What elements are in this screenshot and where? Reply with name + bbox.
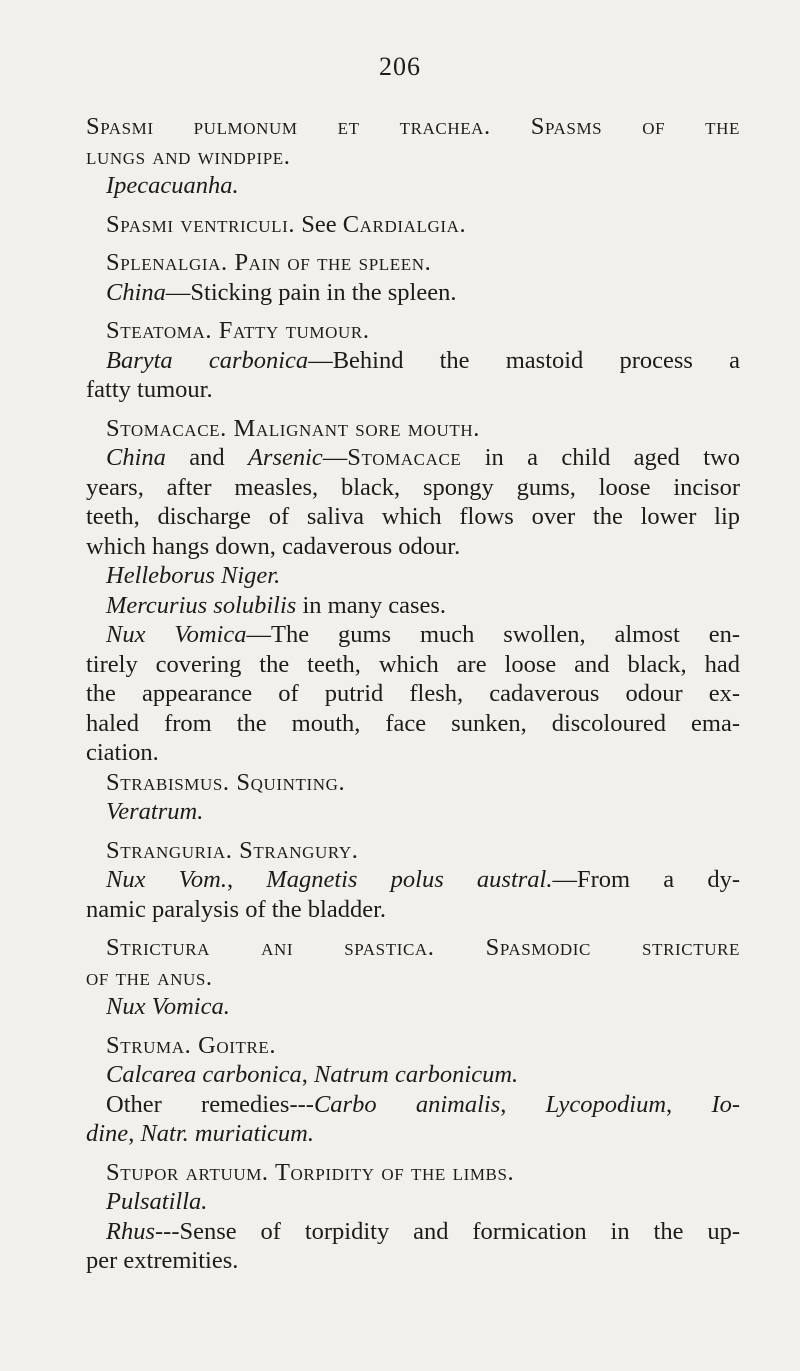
italic-text: Veratrum.	[106, 798, 204, 825]
text-line	[86, 473, 740, 503]
italic-text: Nux Vom.	[106, 866, 227, 893]
italic-text: China	[106, 444, 166, 471]
text-line	[86, 797, 740, 827]
page-number: 206	[379, 52, 421, 81]
heading-text: Spasmi pulmonum et trachea. Spasms of the	[86, 113, 740, 140]
italic-text: Natr. muriaticum.	[140, 1120, 314, 1147]
body-text: in a child aged two	[461, 444, 741, 471]
text-line	[86, 1187, 740, 1217]
page-body	[86, 112, 740, 1276]
text-line	[86, 591, 740, 621]
italic-text: Pulsatilla.	[106, 1188, 208, 1215]
body-text: fatty tumour.	[86, 376, 213, 403]
italic-text: Nux Vomica	[106, 621, 247, 648]
text-line	[86, 1119, 740, 1149]
heading-text: Struma. Goitre.	[106, 1031, 277, 1059]
italic-text: Helleborus Niger.	[106, 562, 281, 589]
heading-text: Stranguria. Strangury.	[106, 836, 359, 864]
text-line	[86, 992, 740, 1022]
text-line	[86, 142, 740, 172]
text-line	[86, 679, 740, 709]
italic-text: Nux Vomica.	[106, 993, 230, 1020]
text-line	[86, 171, 740, 201]
body-text: Other remedies---	[106, 1090, 314, 1118]
text-line	[86, 443, 740, 473]
body-text: ,	[500, 1090, 546, 1118]
italic-text: Arsenic	[247, 444, 323, 471]
text-line	[86, 1090, 740, 1120]
body-text: tirely covering the teeth, which are loose and black, had	[86, 650, 740, 678]
text-line	[86, 112, 740, 142]
heading-text: Steatoma. Fatty tumour.	[106, 317, 370, 344]
body-text: ,	[128, 1120, 141, 1147]
body-text: ,	[666, 1090, 712, 1118]
text-line	[86, 1246, 740, 1276]
body-text: teeth, discharge of saliva which flows over the lower lip	[86, 503, 740, 530]
text-line	[86, 963, 740, 993]
body-text: ,	[226, 866, 267, 893]
heading-text: of the anus.	[86, 963, 213, 991]
body-text: haled from the mouth, face sunken, discoloured ema-	[86, 709, 740, 737]
body-text: namic paralysis of the bladder.	[86, 895, 387, 923]
text-line	[86, 210, 740, 240]
body-text: and	[165, 444, 248, 471]
body-text: per extremities.	[86, 1247, 239, 1274]
italic-text: Natrum carbonicum.	[314, 1061, 519, 1088]
heading-text: Spasmi ventriculi.	[106, 210, 296, 238]
heading-text: Stomacace. Malignant sore mouth.	[106, 414, 480, 442]
text-line	[86, 836, 740, 866]
text-line	[86, 895, 740, 925]
body-text: ,	[301, 1061, 314, 1088]
italic-text: Baryta carbonica	[106, 346, 309, 374]
body-text: See	[295, 210, 343, 238]
text-line	[86, 532, 740, 562]
body-text: —From a dy-	[552, 866, 740, 893]
body-text: —Behind the mastoid process a	[308, 346, 740, 374]
body-text: —Sticking pain in the spleen.	[165, 278, 457, 306]
text-line	[86, 346, 740, 376]
text-line	[86, 316, 740, 346]
heading-text: Strabismus. Squinting.	[106, 768, 346, 796]
body-text: in many cases.	[296, 591, 447, 619]
text-line	[86, 933, 740, 963]
text-line	[86, 375, 740, 405]
italic-text: China	[106, 278, 166, 306]
heading-text: Cardialgia.	[342, 210, 467, 238]
heading-text: Strictura ani spastica. Spasmodic stricture	[106, 934, 740, 961]
text-line	[86, 561, 740, 591]
text-line	[86, 650, 740, 680]
italic-text: Ipecacuanha.	[106, 172, 239, 199]
text-line	[86, 1158, 740, 1188]
body-text: years, after measles, black, spongy gums, loose incisor	[86, 473, 740, 501]
italic-text: Io-	[711, 1090, 741, 1118]
text-line	[86, 709, 740, 739]
heading-text: Splenalgia. Pain of the spleen.	[106, 249, 432, 276]
heading-text: lungs and windpipe.	[86, 142, 291, 170]
text-line	[86, 414, 740, 444]
heading-text: Stomacace	[347, 444, 462, 471]
italic-text: dine	[86, 1120, 129, 1147]
italic-text: Carbo animalis	[313, 1090, 501, 1118]
italic-text: Lycopodium	[545, 1090, 667, 1118]
heading-text: Stupor artuum. Torpidity of the limbs.	[106, 1158, 515, 1186]
text-line	[86, 738, 740, 768]
text-line	[86, 248, 740, 278]
body-text: —The gums much swollen, almost en-	[246, 621, 740, 648]
text-line	[86, 1217, 740, 1247]
text-line	[86, 1031, 740, 1061]
body-text: which hangs down, cadaverous odour.	[86, 532, 461, 560]
body-text: —	[322, 444, 348, 471]
body-text: ciation.	[86, 739, 159, 766]
body-text: the appearance of putrid flesh, cadaverous odour ex-	[86, 680, 740, 707]
italic-text: Magnetis polus austral.	[266, 866, 553, 893]
text-line	[86, 865, 740, 895]
italic-text: Rhus	[106, 1217, 155, 1245]
italic-text: Calcarea carbonica	[106, 1061, 302, 1088]
text-line	[86, 502, 740, 532]
italic-text: Mercurius solubilis	[106, 591, 297, 619]
text-line	[86, 620, 740, 650]
text-line	[86, 1060, 740, 1090]
body-text: ---Sense of torpidity and formication in the up-	[155, 1217, 740, 1245]
text-line	[86, 768, 740, 798]
text-line	[86, 278, 740, 308]
